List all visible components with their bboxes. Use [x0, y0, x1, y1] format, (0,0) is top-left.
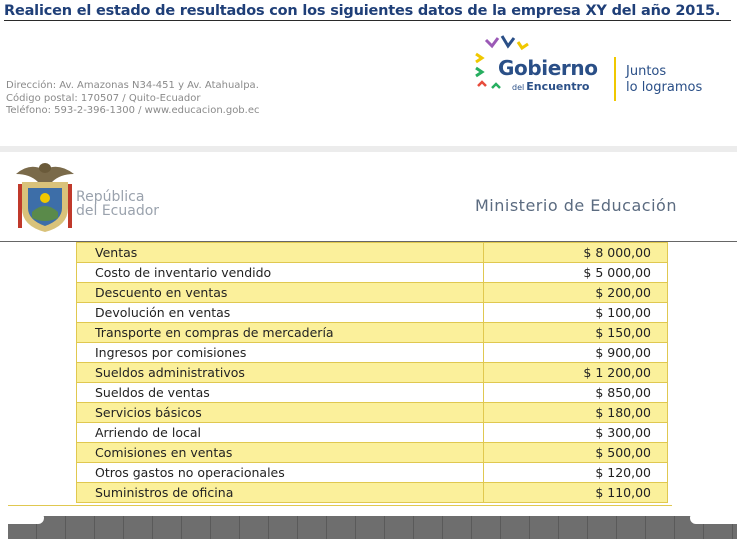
gobierno-divider — [614, 57, 616, 101]
row-label: Comisiones en ventas — [77, 443, 484, 463]
coat-of-arms-icon — [14, 160, 76, 236]
republica-del-ecuador — [76, 190, 159, 218]
header-band — [0, 146, 737, 152]
row-label: Otros gastos no operacionales — [77, 463, 484, 483]
republica-line-1: República — [76, 189, 145, 205]
row-label: Ventas — [77, 243, 484, 263]
bottom-right-cap — [690, 512, 737, 524]
row-value: $ 110,00 — [484, 483, 668, 503]
slogan-line-1: Juntos — [626, 64, 667, 79]
contact-info — [6, 80, 260, 118]
row-label: Transporte en compras de mercadería — [77, 323, 484, 343]
gobierno-sub-prefix: del — [512, 83, 525, 92]
row-value: $ 100,00 — [484, 303, 668, 323]
row-label: Devolución en ventas — [77, 303, 484, 323]
table-row — [77, 463, 668, 483]
table-row — [77, 343, 668, 363]
row-label: Sueldos de ventas — [77, 383, 484, 403]
row-value: $ 5 000,00 — [484, 263, 668, 283]
row-label: Arriendo de local — [77, 423, 484, 443]
row-value: $ 8 000,00 — [484, 243, 668, 263]
row-label: Servicios básicos — [77, 403, 484, 423]
table-row — [77, 403, 668, 423]
address-text: Dirección: Av. Amazonas N34-451 y Av. Atahualpa. — [6, 80, 259, 91]
row-value: $ 900,00 — [484, 343, 668, 363]
row-value: $ 300,00 — [484, 423, 668, 443]
row-value: $ 180,00 — [484, 403, 668, 423]
gobierno-subtitle — [512, 80, 589, 93]
table-row — [77, 383, 668, 403]
row-value: $ 1 200,00 — [484, 363, 668, 383]
slogan-line-2: lo logramos — [626, 80, 703, 95]
row-value: $ 850,00 — [484, 383, 668, 403]
phone-text: Teléfono: 593-2-396-1300 / www.educacion.gob.ec — [6, 105, 260, 116]
instruction-text: Realicen el estado de resultados con los siguientes datos de la empresa XY del año 2015. — [4, 3, 731, 21]
gobierno-logo — [470, 34, 730, 104]
financial-data-table — [76, 242, 668, 503]
row-value: $ 500,00 — [484, 443, 668, 463]
table-row — [77, 443, 668, 463]
row-value: $ 200,00 — [484, 283, 668, 303]
table-bottom-line — [8, 505, 672, 506]
bottom-bar — [8, 516, 737, 539]
postal-code-text: Código postal: 170507 / Quito-Ecuador — [6, 92, 201, 104]
gobierno-title: Gobierno — [498, 56, 598, 80]
row-label: Ingresos por comisiones — [77, 343, 484, 363]
table-row — [77, 323, 668, 343]
row-label: Suministros de oficina — [77, 483, 484, 503]
row-value: $ 150,00 — [484, 323, 668, 343]
table-row — [77, 303, 668, 323]
bottom-left-cap — [0, 512, 44, 524]
row-label: Sueldos administrativos — [77, 363, 484, 383]
table-row — [77, 363, 668, 383]
table-row — [77, 423, 668, 443]
row-label: Descuento en ventas — [77, 283, 484, 303]
table-row — [77, 283, 668, 303]
table-row — [77, 243, 668, 263]
row-value: $ 120,00 — [484, 463, 668, 483]
row-label: Costo de inventario vendido — [77, 263, 484, 283]
gobierno-sub-name: Encuentro — [526, 80, 590, 93]
ministerio-title: Ministerio de Educación — [475, 196, 677, 215]
gobierno-slogan — [626, 64, 702, 96]
table-row — [77, 263, 668, 283]
republica-line-2: del Ecuador — [76, 203, 160, 219]
table-row — [77, 483, 668, 503]
